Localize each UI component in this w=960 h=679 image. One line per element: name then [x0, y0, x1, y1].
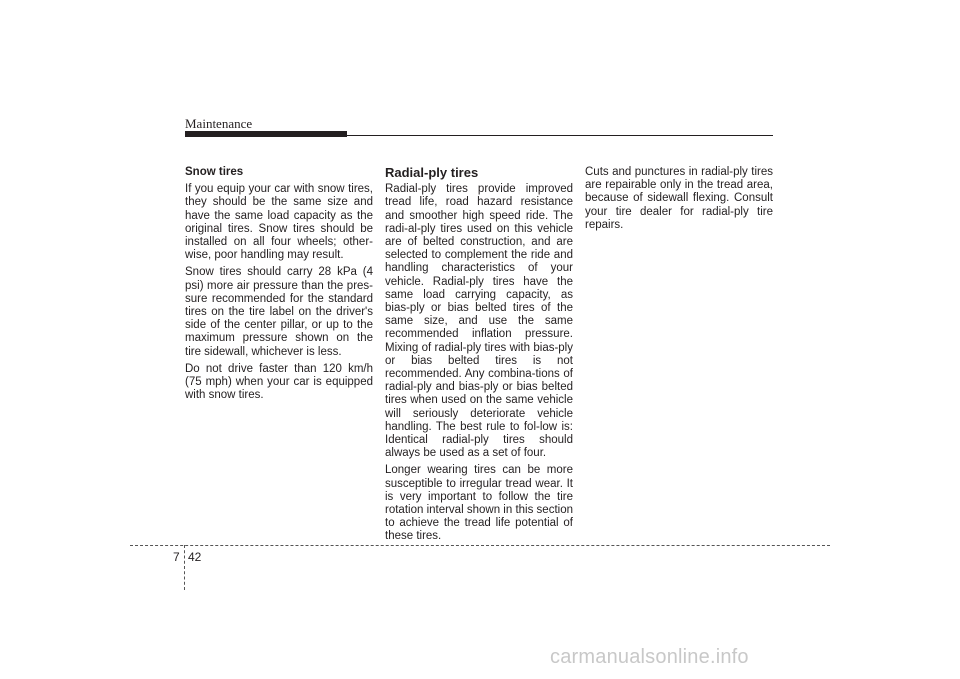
page-number: 42 — [188, 550, 202, 564]
snow-tires-paragraph-3: Do not drive faster than 120 km/h (75 mph) when your car is equipped with snow tires. — [185, 362, 373, 402]
footer-dashed-rule — [130, 545, 830, 546]
footer-vertical-dashed-rule — [184, 545, 185, 590]
radial-ply-paragraph-1: Radial-ply tires provide improved tread life, road hazard resistance and smoother high speed ride. The radi-al-ply tires used on this vehicle are of belted construction, and are selected to complement the ride and handling characteristics of your vehicle. Radial-ply tires have the same load carrying capacity, as bias-ply or bias belted tires of the same size, and use the same recommended inflation pressure. Mixing of radial-ply tires with bias-ply or bias belted tires is not recommended. Any combina-tions of radial-ply and bias-ply or bias belted tires when used on the same vehicle will seriously deteriorate vehicle handling. The best rule to fol-low is: Identical radial-ply tires should always be used as a set of four. — [385, 183, 573, 460]
snow-tires-paragraph-1: If you equip your car with snow tires, they should be the same size and have the same load capacity as the original tires. Snow tires should be installed on all four wheels; other-wise, poor handling may result. — [185, 183, 373, 262]
column-middle — [385, 166, 573, 548]
snow-tires-paragraph-2: Snow tires should carry 28 kPa (4 psi) more air pressure than the pres-sure recommended for the standard tires on the tire label on the driver's side of the center pillar, or up to the maximum pressure shown on the tire sidewall, whichever is less. — [185, 266, 373, 358]
page-header-title: Maintenance — [185, 116, 253, 131]
radial-ply-heading: Radial-ply tires — [385, 165, 479, 180]
radial-ply-paragraph-2: Longer wearing tires can be more susceptible to irregular tread wear. It is very important to follow the tire rotation interval shown in this section to achieve the tread life potential of these tires. — [385, 464, 573, 543]
header-rule-thick — [185, 131, 347, 137]
snow-tires-heading: Snow tires — [185, 166, 244, 178]
column-right — [585, 166, 773, 236]
watermark-text: carmanualsonline.info — [550, 646, 749, 668]
header-rule-thin — [347, 135, 773, 136]
chapter-number: 7 — [173, 550, 180, 564]
repairs-paragraph: Cuts and punctures in radial-ply tires are repairable only in the tread area, because of sidewall flexing. Consult your tire dealer for radial-ply tire repairs. — [585, 166, 773, 231]
column-left — [185, 166, 373, 406]
